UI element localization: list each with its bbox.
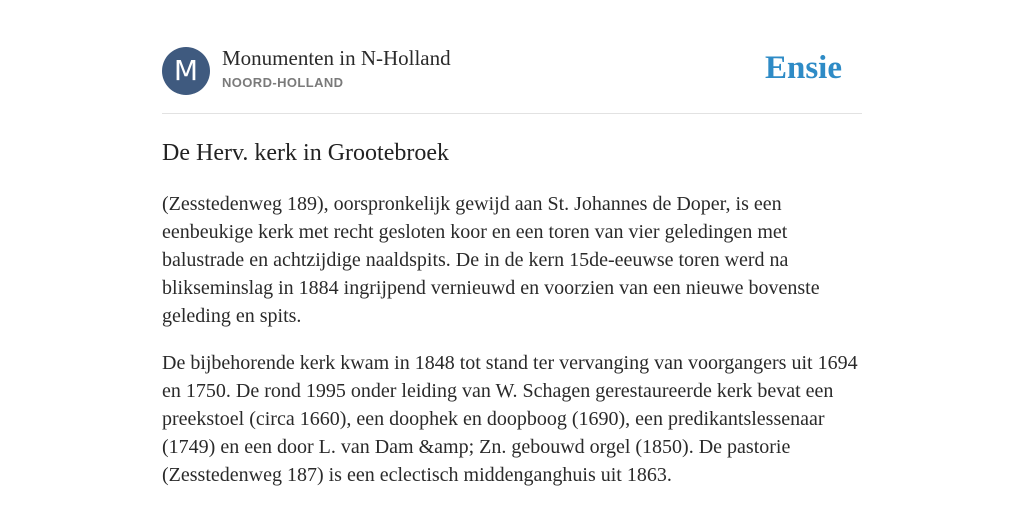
header bbox=[162, 44, 862, 98]
source-subtitle: NOORD-HOLLAND bbox=[222, 75, 344, 90]
article-title: De Herv. kerk in Grootebroek bbox=[162, 140, 450, 166]
source-title[interactable]: Monumenten in N-Holland bbox=[222, 46, 451, 70]
article-body bbox=[162, 190, 867, 508]
avatar[interactable]: M bbox=[162, 47, 210, 95]
brand-logo[interactable]: Ensie bbox=[764, 50, 842, 86]
paragraph: (Zesstedenweg 189), oorspronkelijk gewijd aan St. Johannes de Doper, is een eenbeukige kerk met recht gesloten koor en een toren van vier geledingen met balustrade en achtzijdige naaldspits. De in de kern 15de-eeuwse toren werd na blikseminslag in 1884 ingrijpend vernieuwd en voorzien van een nieuwe bovenste geleding en spits. bbox=[162, 193, 820, 327]
divider bbox=[162, 113, 862, 114]
paragraph: De bijbehorende kerk kwam in 1848 tot stand ter vervanging van voorgangers uit 1694 en 1750. De rond 1995 onder leiding van W. Schagen gerestaureerde kerk bevat een preekstoel (circa 1660), een doophek en doopboog (1690), een predikantslessenaar (1749) en een door L. van Dam &amp; Zn. gebouwd orgel (1850). De pastorie (Zesstedenweg 187) is een eclectisch middenganghuis uit 1863. bbox=[162, 352, 858, 486]
